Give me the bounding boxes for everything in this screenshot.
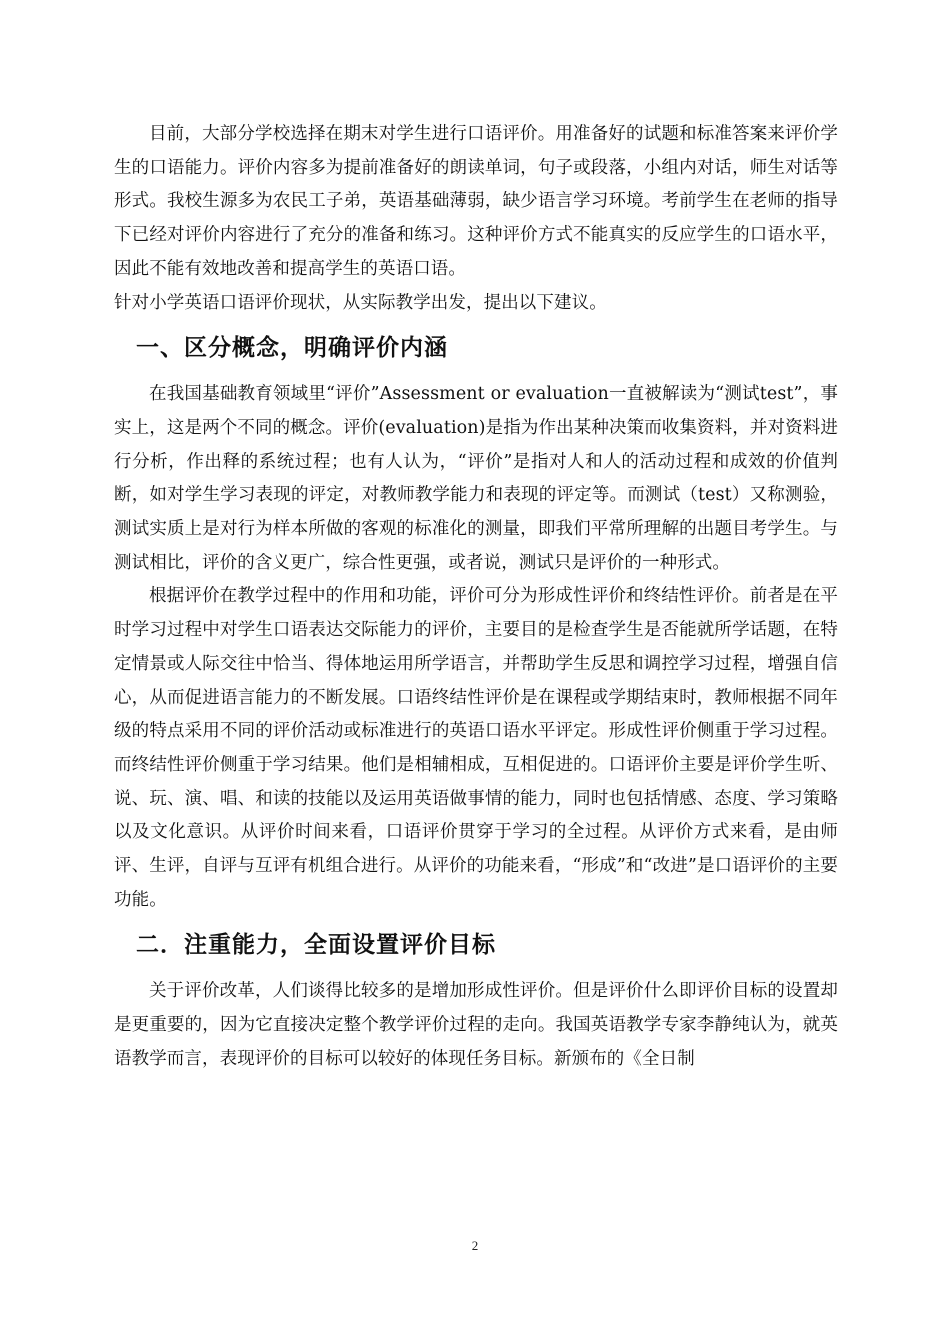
page-body xyxy=(114,118,838,1077)
section-2-paragraph: 关于评价改革，人们谈得比较多的是增加形成性评价。但是评价什么即评价目标的设置却是更重要的，因为它直接决定整个教学评价过程的走向。我国英语教学专家李静纯认为，就英语教学而言，表现评价的目标可以较好的体现任务目标。新颁布的《全日制 xyxy=(114,981,838,1069)
intro-summary-paragraph: 针对小学英语口语评价现状，从实际教学出发，提出以下建议。 xyxy=(114,292,607,313)
intro-paragraph: 目前，大部分学校选择在期末对学生进行口语评价。用准备好的试题和标准答案来评价学生的口语能力。评价内容多为提前准备好的朗读单词，句子或段落，小组内对话，师生对话等形式。我校生源多为农民工子弟，英语基础薄弱，缺少语言学习环境。考前学生在老师的指导下已经对评价内容进行了充分的准备和练习。这种评价方式不能真实的反应学生的口语水平，因此不能有效地改善和提高学生的英语口语。 xyxy=(114,124,838,279)
section-1-paragraph: 根据评价在教学过程中的作用和功能，评价可分为形成性评价和终结性评价。前者是在平时学习过程中对学生口语表达交际能力的评价，主要目的是检查学生是否能就所学话题，在特定情景或人际交往中恰当、得体地运用所学语言，并帮助学生反思和调控学习过程，增强自信心，从而促进语言能力的不断发展。口语终结性评价是在课程或学期结束时，教师根据不同年级的特点采用不同的评价活动或标准进行的英语口语水平评定。形成性评价侧重于学习过程。而终结性评价侧重于学习结果。他们是相辅相成，互相促进的。口语评价主要是评价学生听、说、玩、演、唱、和读的技能以及运用英语做事情的能力，同时也包括情感、态度、学习策略以及文化意识。从评价时间来看，口语评价贯穿于学习的全过程。从评价方式来看，是由师评、生评，自评与互评有机组合进行。从评价的功能来看，“形成”和“改进”是口语评价的主要功能。 xyxy=(114,586,838,910)
section-1-paragraph: 在我国基础教育领域里“评价”Assessment or evaluation一直被解读为“测试test”，事实上，这是两个不同的概念。评价(evaluation)是指为作出某种决策而收集资料，并对资料进行分析，作出释的系统过程；也有人认为，“评价”是指对人和人的活动过程和成效的价值判断，如对学生学习表现的评定，对教师教学能力和表现的评定等。而测试（test）又称测验，测试实质上是对行为样本所做的客观的标准化的测量，即我们平常所理解的出题目考学生。与测试相比，评价的含义更广，综合性更强，或者说，测试只是评价的一种形式。 xyxy=(114,384,838,573)
section-2-heading: 二．注重能力，全面设置评价目标 xyxy=(136,932,496,959)
page-number: 2 xyxy=(471,1238,479,1253)
section-1-heading: 一、区分概念，明确评价内涵 xyxy=(136,335,448,362)
